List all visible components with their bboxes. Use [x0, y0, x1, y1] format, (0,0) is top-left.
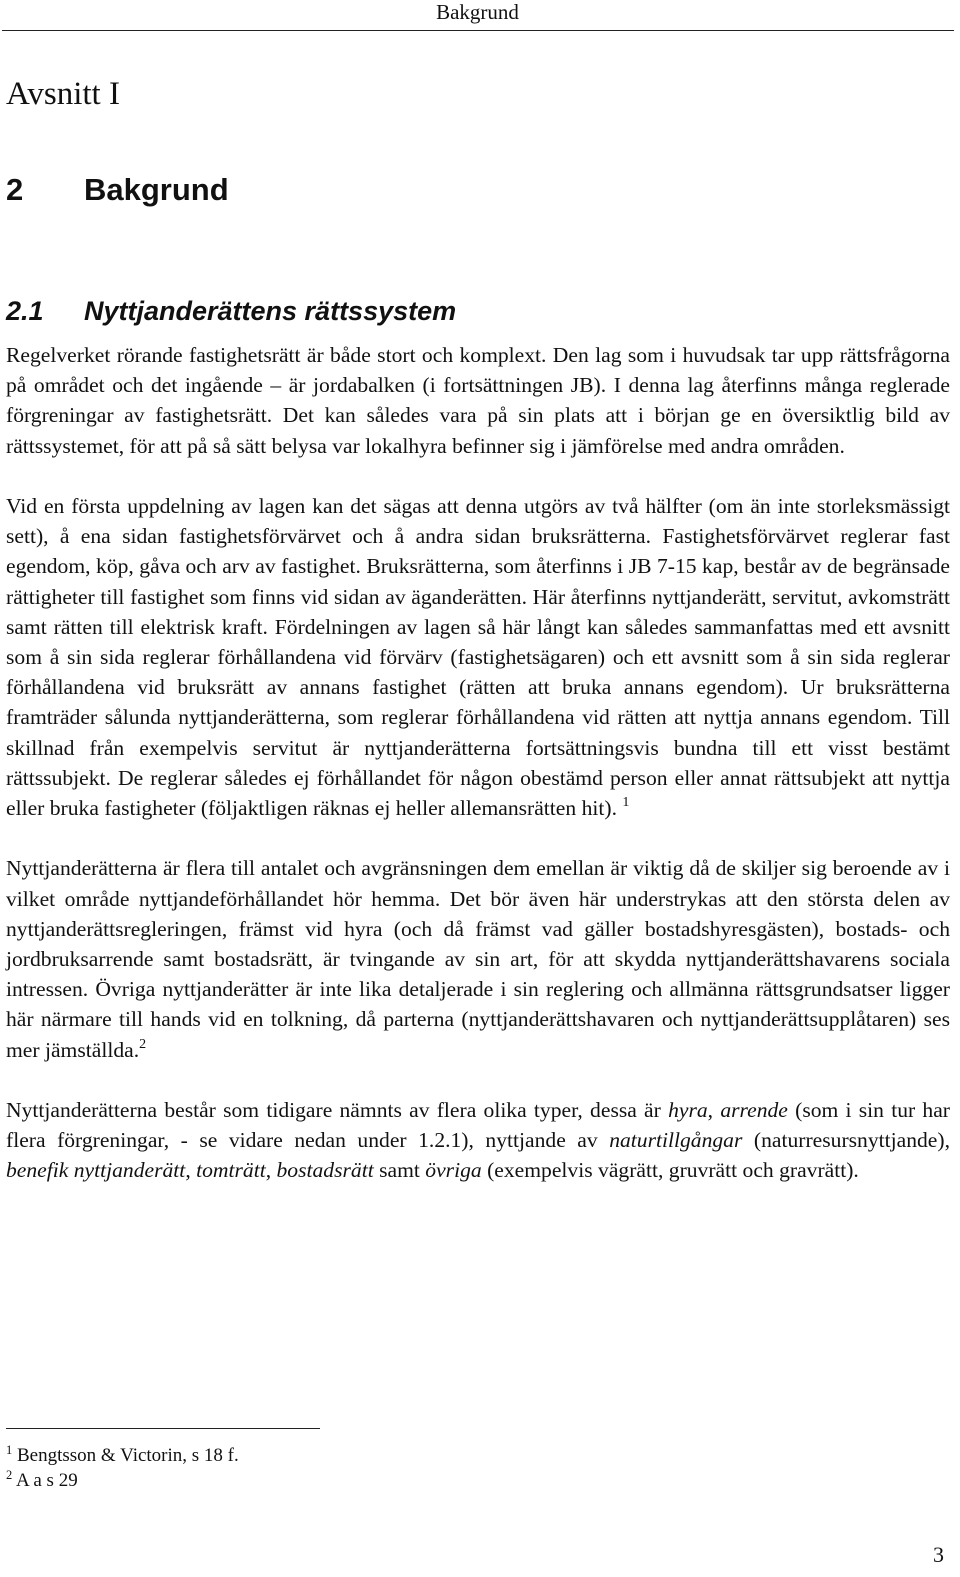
- paragraph-text: (som i sin tur har flera förgreningar, - se vidare nedan under 1.2.1), nyttjande av: [6, 1098, 950, 1153]
- paragraph-4: [6, 1095, 950, 1186]
- paragraph-2: [6, 491, 950, 823]
- emphasis-term: tomträtt: [196, 1158, 266, 1183]
- body-text: [6, 340, 950, 1216]
- section-number: 2.1: [6, 296, 44, 326]
- paragraph-text: (naturresursnyttjande),: [742, 1128, 950, 1153]
- emphasis-term: bostadsrätt: [276, 1158, 374, 1183]
- paragraph-text: (exempelvis vägrätt, gruvrätt och gravrätt).: [481, 1158, 859, 1183]
- paragraph-text: Nyttjanderätterna består som tidigare nämnts av flera olika typer, dessa är: [6, 1098, 669, 1123]
- emphasis-term: naturtillgångar: [609, 1128, 743, 1153]
- footnote-separator: [6, 1428, 320, 1429]
- section-heading-text: Nyttjanderättens rättssystem: [84, 296, 457, 326]
- paragraph-text: ,: [185, 1158, 197, 1183]
- paragraph-text: Nyttjanderätterna är flera till antalet och avgränsningen dem emellan är viktig då de skiljer sig beroende av i vilket område nyttjandeförhållandet hör hemma. Det bör även här understrykas att den största delen av nyttjanderättsregleringen, främst vid hyra (och då främst vad gäller bostadshyresgästen), bostads- och jordbruksarrende samt bostadsrätt, är tvingande av sin art, för att skydda nyttjanderättshavarens sociala intressen. Övriga nyttjanderätter är inte lika detaljerade i sin reglering och allmänna rättsgrundsatser ligger här närmare till hands vid en tolkning, då parterna (nyttjanderättshavaren och nyttjanderättsupplåtaren) ses mer jämställda.: [6, 856, 950, 1062]
- page-number: 3: [933, 1542, 944, 1567]
- footnote-number: 1: [6, 1443, 13, 1457]
- footnote-text: A a s 29: [15, 1470, 78, 1491]
- footnote-item: [6, 1468, 239, 1493]
- chapter-heading-text: Bakgrund: [84, 172, 229, 207]
- paragraph-text: samt: [373, 1158, 426, 1183]
- section-title: [6, 293, 456, 329]
- paragraph-3: [6, 853, 950, 1064]
- emphasis-term: övriga: [425, 1158, 482, 1183]
- emphasis-term: hyra: [668, 1098, 708, 1123]
- paragraph-text: ,: [265, 1158, 277, 1183]
- paragraph-1: [6, 340, 950, 461]
- footnote-item: [6, 1443, 239, 1468]
- paragraph-text: ,: [707, 1098, 721, 1123]
- chapter-title: [6, 170, 229, 210]
- header-rule: [2, 30, 954, 31]
- chapter-number: 2: [6, 172, 24, 207]
- footnotes: [6, 1443, 239, 1493]
- part-title: Avsnitt I: [6, 76, 120, 112]
- footnote-reference[interactable]: 1: [622, 795, 630, 811]
- emphasis-term: benefik nyttjanderätt: [6, 1158, 186, 1183]
- running-header: Bakgrund: [436, 0, 519, 24]
- footnote-reference[interactable]: 2: [139, 1036, 147, 1052]
- paragraph-text: Vid en första uppdelning av lagen kan det sägas att denna utgörs av två hälfter (om än inte storleksmässigt sett), å ena sidan fastighetsförvärvet och å andra sidan bruksrätterna. Fastighetsförvärvet reglerar fast egendom, köp, gåva och arv av fastighet. Bruksrätterna, som återfinns i JB 7-15 kap, består av de begränsade rättigheter till fastighet som finns vid sidan av äganderätten. Här återfinns nyttjanderätt, servitut, avkomsträtt samt rätten till elektrisk kraft. Fördelningen av lagen så här långt kan således sammanfattas med ett avsnitt som å sin sida reglerar förhållandena vid förvärv (fastighetsägaren) och ett avsnitt som å sin sida reglerar förhållandena vid bruksrätt av annans fastighet (rätten att bruka annans egendom). Ur bruksrätterna framträder sålunda nyttjanderätterna, som reglerar förhållandena vid rätten att nyttja annans egendom. Till skillnad från exempelvis servitut är nyttjanderätterna fortsättningsvis bundna till ett visst bestämt rättssubjekt. De reglerar således ej förhållandet för någon obestämd person eller annat rättsubjekt att nyttja eller bruka fastigheter (följaktligen räknas ej heller allemansrätten hit).: [6, 494, 950, 821]
- footnote-number: 2: [6, 1468, 13, 1482]
- emphasis-term: arrende: [720, 1098, 788, 1123]
- paragraph-text: Regelverket rörande fastighetsrätt är både stort och komplext. Den lag som i huvudsak tar upp rättsfrågorna på området och det ingående – är jordabalken (i fortsättningen JB). I denna lag återfinns många reglerade förgreningar av fastighetsrätt. Det kan således vara på sin plats att i början ge en översiktlig bild av rättssystemet, för att på så sätt belysa var lokalhyra befinner sig i jämförelse med andra områden.: [6, 343, 950, 458]
- footnote-text: Bengtsson & Victorin, s 18 f.: [17, 1445, 239, 1466]
